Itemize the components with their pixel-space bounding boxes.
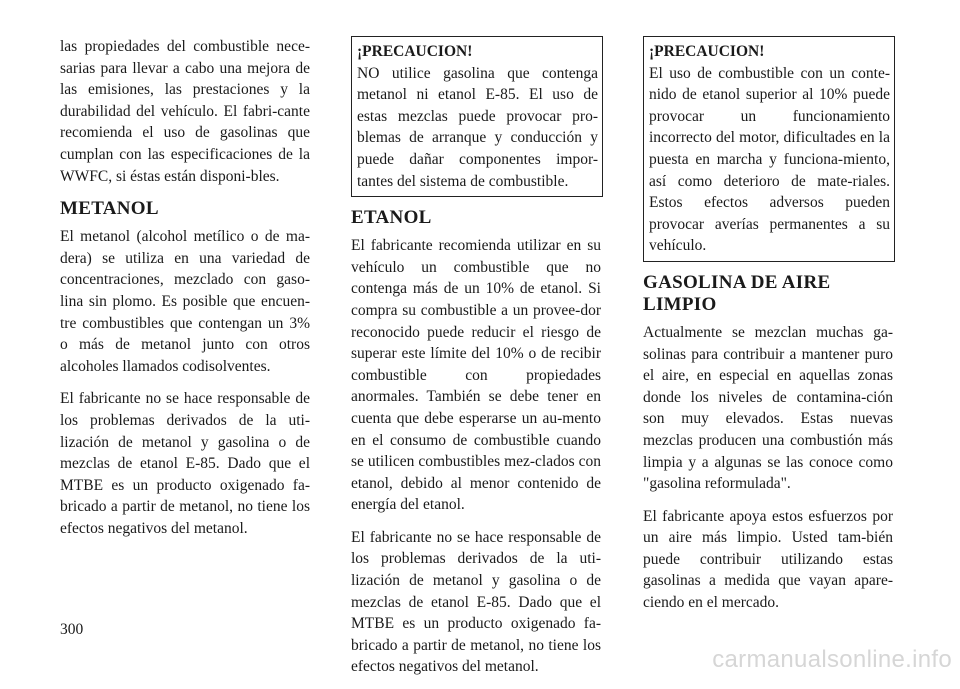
caution-box-ethanol (643, 36, 895, 262)
metanol-heading: METANOL (60, 198, 159, 220)
metanol-paragraph-2: El fabricante no se hace responsable de los problemas derivados de la uti-lización de metanol y gasolina o de mezclas de etanol E-85. Dado que el MTBE es un producto oxigenado fa-bricado a partir de metanol, no tiene los efectos negativos del metanol. (60, 390, 310, 537)
column-2 (351, 36, 601, 689)
caution-text: El uso de combustible con un conte-nido de etanol superior al 10% puede provocar un funcionamiento incorrecto del motor, dificultades en la puesta en marcha y funciona-miento, así como deterioro de mate-riales. Estos efectos adversos pueden provocar averías permanentes a su vehículo. (649, 64, 890, 255)
etanol-paragraph-2: El fabricante no se hace responsable de los problemas derivados de la uti-lización de metanol y gasolina o de mezclas de etanol E-85. Dado que el MTBE es un producto oxigenado fa-bricado a partir de metanol, no tiene los efectos negativos del metanol. (351, 528, 601, 676)
caution-text: NO utilice gasolina que contenga metanol ni etanol E-85. El uso de estas mezclas puede provocar pro-blemas de arranque y conducción y puede dañar componentes impor-tantes del sistema de combustible. (357, 64, 598, 190)
metanol-paragraph-1: El metanol (alcohol metílico o de ma-dera) se utiliza en una variedad de concentraciones, mezclado con gaso-lina sin plomo. Es posible que encuen-tre combustibles que contengan un 3% o más de metanol junto con otros alcoholes llamados codisolventes. (60, 228, 310, 375)
caution-box-methanol (351, 36, 603, 197)
watermark: carmanualsonline.info (712, 646, 952, 673)
clean-air-heading: GASOLINA DE AIRE LIMPIO (643, 271, 831, 315)
clean-air-paragraph-2: El fabricante apoya estos esfuerzos por un aire más limpio. Usted tam-bién puede contribuir utilizando estas gasolinas a medida que vayan apare-ciendo en el mercado. (643, 507, 893, 612)
column-3 (643, 36, 893, 625)
etanol-heading: ETANOL (351, 207, 432, 229)
etanol-paragraph-1: El fabricante recomienda utilizar en su vehículo un combustible que no contenga más de un 10% de etanol. Si compra su combustible a un provee-dor reconocido puede reducir el riesgo de superar este límite del 10% o de recibir combustible con propiedades anormales. También se debe tener en cuenta que debe esperarse un au-mento en el consumo de combustible cuando se utilicen combustibles mez-clados con etanol, debido al menor contenido de energía del etanol. (351, 237, 601, 514)
page-number: 300 (60, 621, 84, 638)
clean-air-paragraph-1: Actualmente se mezclan muchas ga-solinas para contribuir a mantener puro el aire, en especial en aquellas zonas donde los niveles de contamina-ción son muy elevados. Estas nuevas mezclas producen una combustión más limpia y a algunas se las conoce como "gasolina reformulada". (643, 323, 893, 493)
caution-title: ¡PRECAUCION! (649, 43, 765, 60)
caution-title: ¡PRECAUCION! (357, 43, 473, 60)
intro-paragraph: las propiedades del combustible nece-sarias para llevar a cabo una mejora de las emisiones, las prestaciones y la durabilidad del vehículo. El fabri-cante recomienda el uso de gasolinas que cumplan con las especificaciones de la WWFC, si éstas están disponi-bles. (60, 38, 310, 185)
column-1 (60, 36, 310, 550)
